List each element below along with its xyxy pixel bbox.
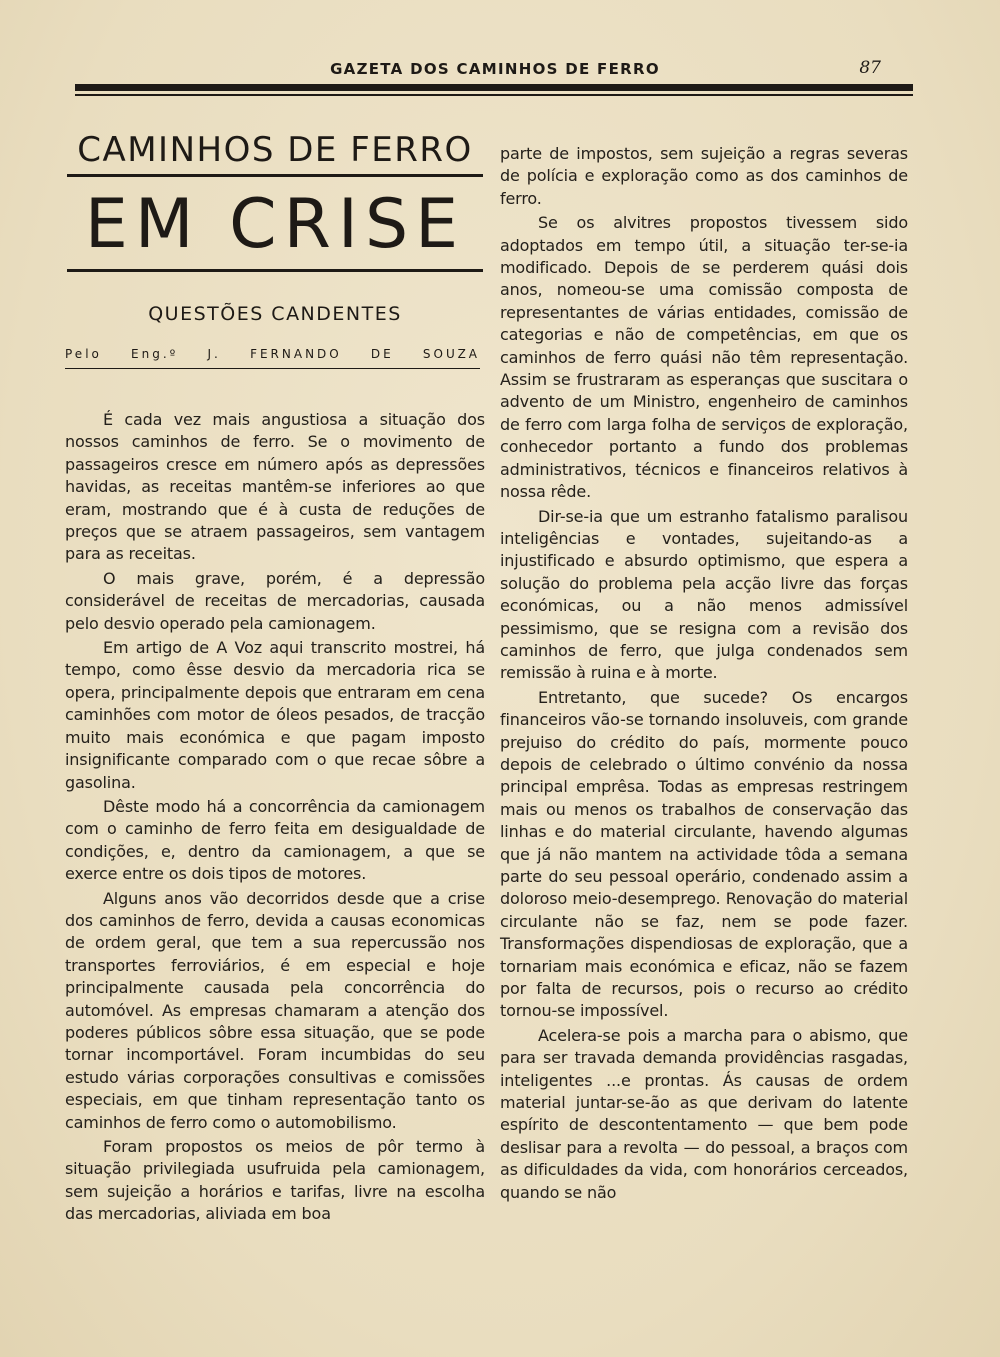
article-byline: Pelo Eng.º J. FERNANDO DE SOUZA (65, 347, 480, 361)
paragraph: Se os alvitres propostos tivessem sido adoptados em tempo útil, a situação ter-se-ia modificado. Depois de se perderem quási dois anos, nomeou-se uma comissão composta de representantes de várias entidades, comissão de categorias e não de competências, em que os caminhos de ferro quási não têm representação. Assim se frustraram as esperanças que suscitara o advento de um Ministro, engenheiro de caminhos de ferro com larga folha de serviços de exploração, conhecedor portanto a fundo dos problemas administrativos, técnicos e financeiros relativos à nossa rêde. (500, 213, 908, 502)
right-column (500, 143, 908, 1206)
article-kicker: CAMINHOS DE FERRO (77, 130, 473, 170)
header-rule-thin (75, 94, 913, 96)
journal-title: GAZETA DOS CAMINHOS DE FERRO (330, 60, 660, 78)
headline-underline (67, 269, 483, 272)
right-column-body (500, 143, 908, 1204)
paragraph: Alguns anos vão decorridos desde que a crise dos caminhos de ferro, devida a causas economicas de ordem geral, que tem a sua repercussão nos transportes ferroviários, é em especial e hoje principalmente causada pela concorrência do automóvel. As empresas chamaram a atenção dos poderes públicos sôbre essa situação, que se pode tornar incomportável. Foram incumbidas do seu estudo várias corporações consultivas e comissões especiais, em que tinham representação tanto os caminhos de ferro como o automobilismo. (65, 888, 485, 1132)
article-headline: EM CRISE (84, 185, 466, 264)
paragraph: O mais grave, porém, é a depressão considerável de receitas de mercadorias, causada pelo desvio operado pela camionagem. (65, 568, 485, 633)
paragraph: Dir-se-ia que um estranho fatalismo paralisou inteligências e vontades, sujeitando-as a injustificado e absurdo optimismo, que espera a solução do problema pela acção livre das forças económicas, ou a não menos admissível pessimismo, que se resigna com a revisão dos caminhos de ferro, que julga condenados sem remissão à ruina e à morte. (500, 506, 908, 683)
paragraph: Acelera-se pois a marcha para o abismo, que para ser travada demanda providências rasgadas, inteligentes ...e prontas. Ás causas de ordem material juntar-se-ão as que derivam do latente espírito de descontentamento — que bem pode deslisar para a revolta — do pessoal, a braços com as dificuldades da vida, com honorários cerceados, quando se não (500, 1025, 908, 1202)
running-head (75, 58, 915, 84)
article-subheading: QUESTÕES CANDENTES (148, 303, 402, 325)
kicker-underline (67, 174, 483, 177)
paragraph: Foram propostos os meios de pôr termo à situação privilegiada usufruida pela camionagem, sem sujeição a horários e tarifas, livre na escolha das mercadorias, aliviada em boa (65, 1137, 485, 1224)
paragraph: Em artigo de A Voz aqui transcrito mostrei, há tempo, como êsse desvio da mercadoria rica se opera, principalmente depois que entraram em cena caminhões com motor de óleos pesados, de tracção muito mais económica e que pagam imposto insignificante comparado com o que recae sôbre a gasolina. (65, 638, 485, 792)
paragraph: Entretanto, que sucede? Os encargos financeiros vão-se tornando insoluveis, com grande prejuiso do crédito do país, mormente pouco depois de celebrado o último convénio da nossa principal emprêsa. Todas as empresas restringem mais ou menos os trabalhos de conservação das linhas e do material circulante, havendo algumas que já não mantem na actividade tôda a semana parte do seu pessoal operário, condenado assim a doloroso meio-desemprego. Renovação do material circulante não se faz, nem se pode fazer. Transformações dispendiosas de exploração, que a tornariam mais económica e eficaz, não se fazem por falta de recursos, pois o recurso ao crédito tornou-se impossível. (500, 687, 908, 1021)
paragraph: parte de impostos, sem sujeição a regras severas de polícia e exploração como as dos caminhos de ferro. (500, 144, 908, 208)
page-number: 87 (859, 58, 881, 78)
left-column-body (65, 409, 485, 1226)
paragraph: É cada vez mais angustiosa a situação dos nossos caminhos de ferro. Se o movimento de passageiros cresce em número após as depressões havidas, as receitas mantêm-se inferiores ao que eram, mostrando que é à custa de reduções de preços que se atraem passageiros, sem vantagem para as receitas. (65, 410, 485, 564)
byline-rule (65, 368, 480, 369)
left-column (65, 128, 485, 1228)
header-rule-thick (75, 84, 913, 91)
paragraph: Dêste modo há a concorrência da camionagem com o caminho de ferro feita em desigualdade de condições, e, dentro da camionagem, a que se exerce entre os dois tipos de motores. (65, 796, 485, 884)
